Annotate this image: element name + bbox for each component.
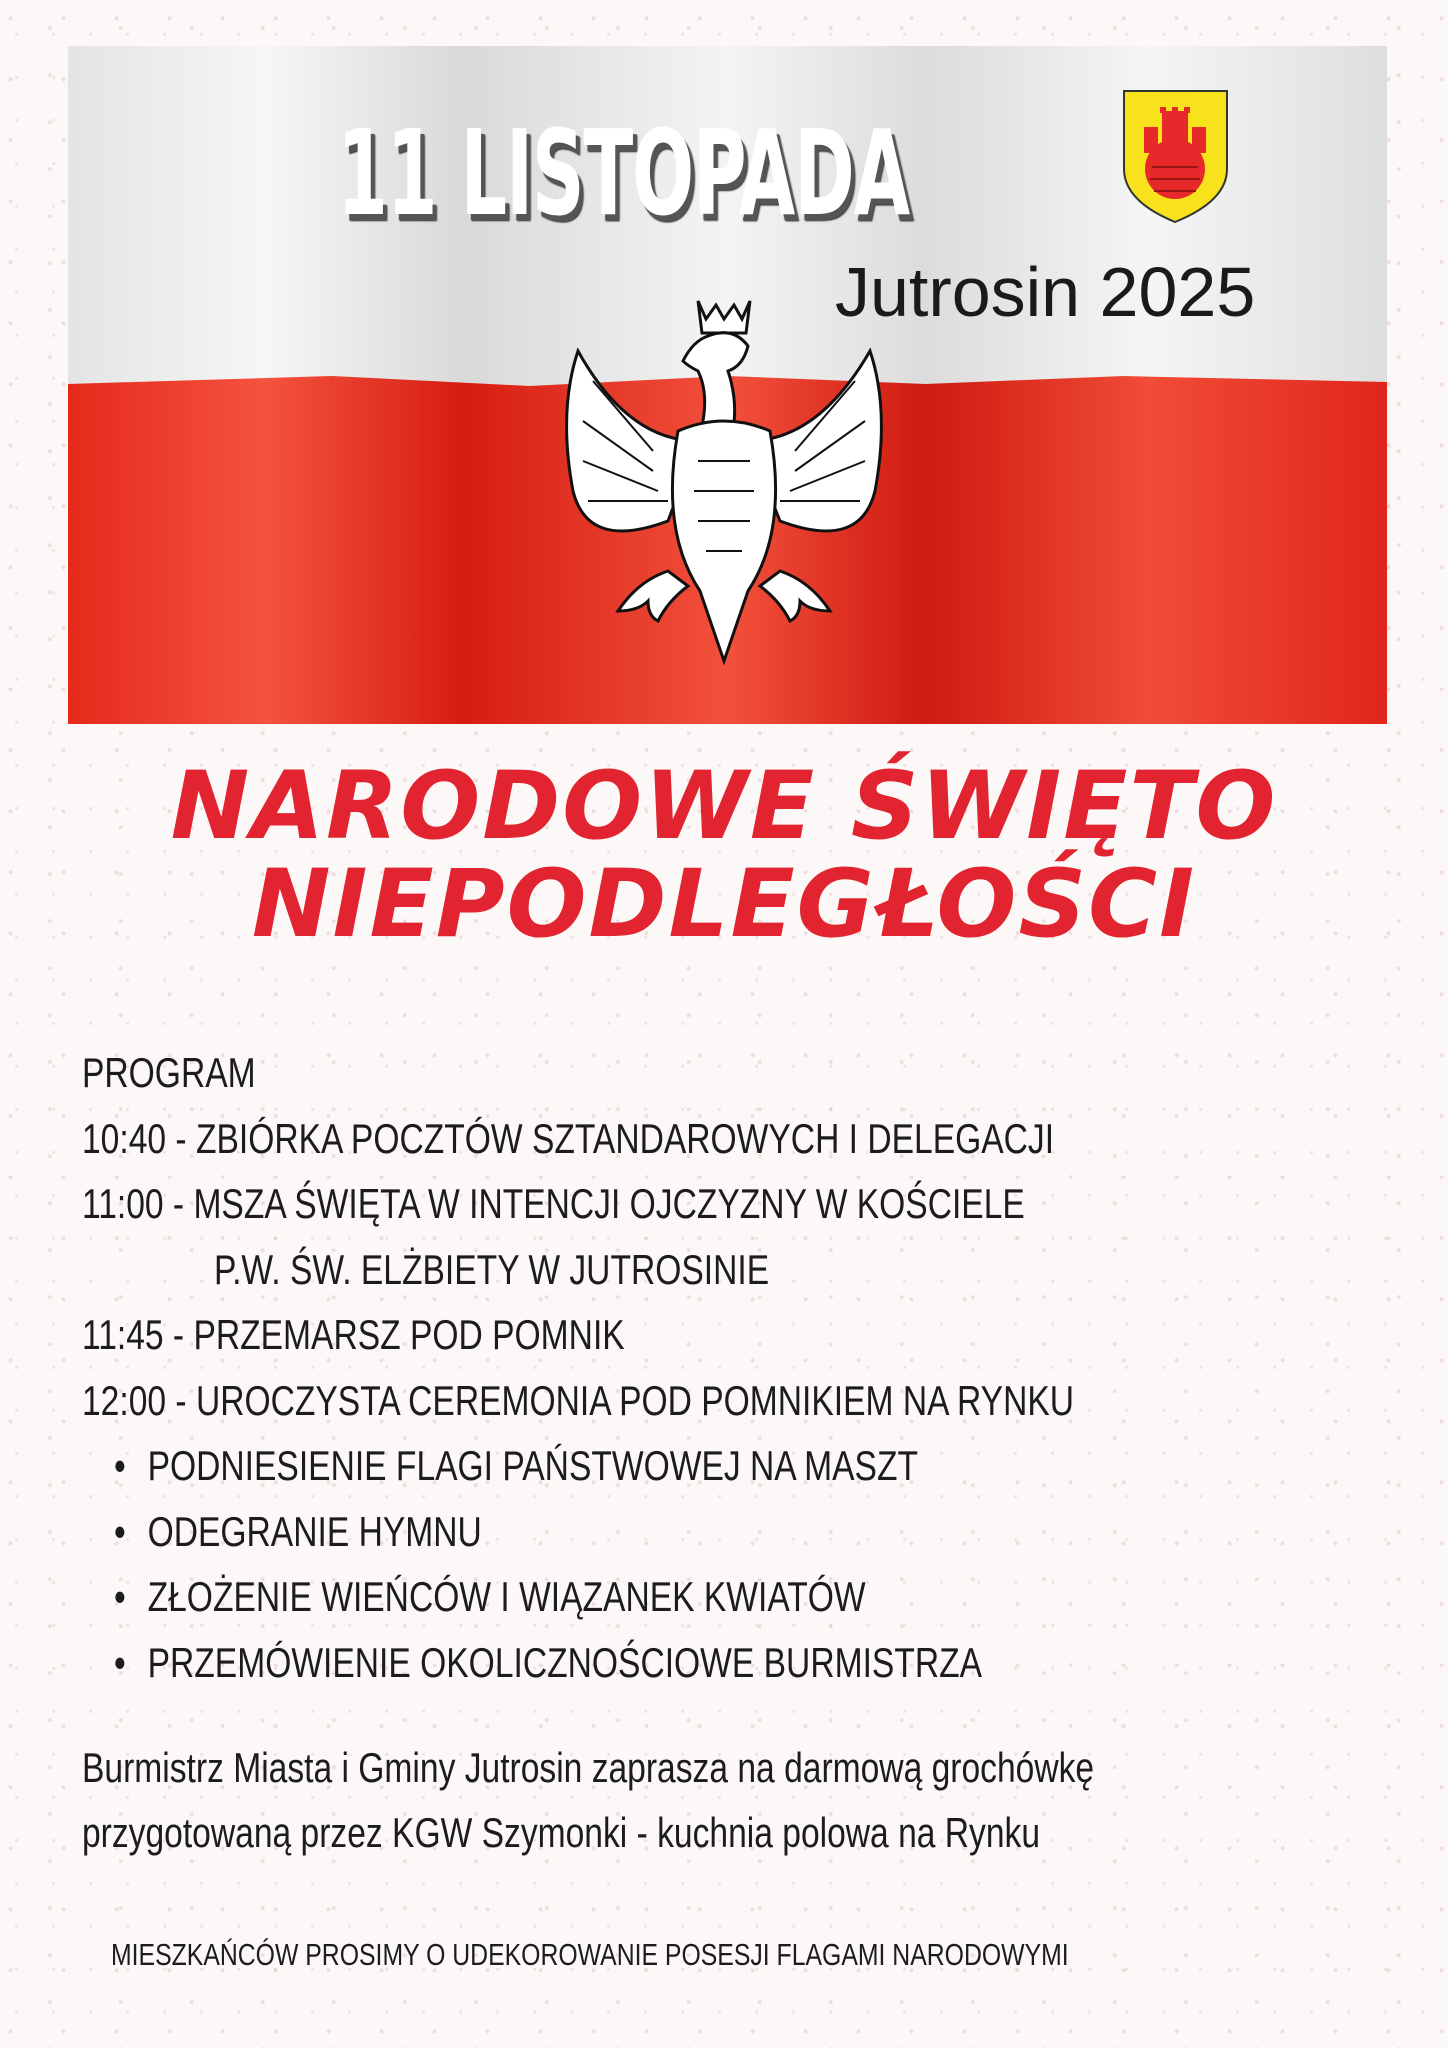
ceremony-bullet: • PRZEMÓWIENIE OKOLICZNOŚCIOWE BURMISTRZA — [82, 1630, 1074, 1696]
headline-line-2: NIEPODLEGŁOŚCI — [251, 850, 1197, 959]
invitation-line-1: Burmistrz Miasta i Gminy Jutrosin zaprasza na darmową grochówkę — [82, 1744, 1095, 1791]
headline-line-1: NARODOWE ŚWIĘTO — [170, 752, 1278, 861]
program-item: 11:45 - PRZEMARSZ POD POMNIK — [82, 1311, 625, 1358]
invitation-line-2: przygotowaną przez KGW Szymonki - kuchnia polowa na Rynku — [82, 1809, 1041, 1856]
ceremony-bullet: • ZŁOŻENIE WIEŃCÓW I WIĄZANEK KWIATÓW — [82, 1564, 1074, 1630]
program-item: 12:00 - UROCZYSTA CEREMONIA POD POMNIKIEM NA RYNKU — [82, 1376, 1075, 1424]
location-year: Jutrosin 2025 — [835, 253, 1256, 331]
program-item: 11:00 - MSZA ŚWIĘTA W INTENCJI OJCZYZNY W KOŚCIELE — [82, 1180, 1025, 1227]
program-item: 10:40 - ZBIÓRKA POCZTÓW SZTANDAROWYCH I DELEGACJI — [82, 1114, 1055, 1162]
ceremony-bullet: • ODEGRANIE HYMNU — [82, 1499, 1074, 1565]
date-title: 11 LISTOPADA — [337, 104, 909, 242]
program-item-continued: P.W. ŚW. ELŻBIETY W JUTROSINIE — [214, 1245, 770, 1293]
invitation-text — [82, 1735, 1094, 1865]
program-heading: PROGRAM — [82, 1049, 256, 1096]
footer-note: MIESZKAŃCÓW PROSIMY O UDEKOROWANIE POSESJI FLAGAMI NARODOWYMI — [111, 1937, 1069, 1972]
ceremony-bullet: • PODNIESIENIE FLAGI PAŃSTWOWEJ NA MASZT — [82, 1433, 1074, 1499]
polish-flag-banner — [68, 46, 1387, 724]
jutrosin-coat-of-arms-icon — [1122, 89, 1229, 224]
polish-eagle-icon — [548, 291, 900, 666]
program-list — [82, 1040, 1074, 1695]
